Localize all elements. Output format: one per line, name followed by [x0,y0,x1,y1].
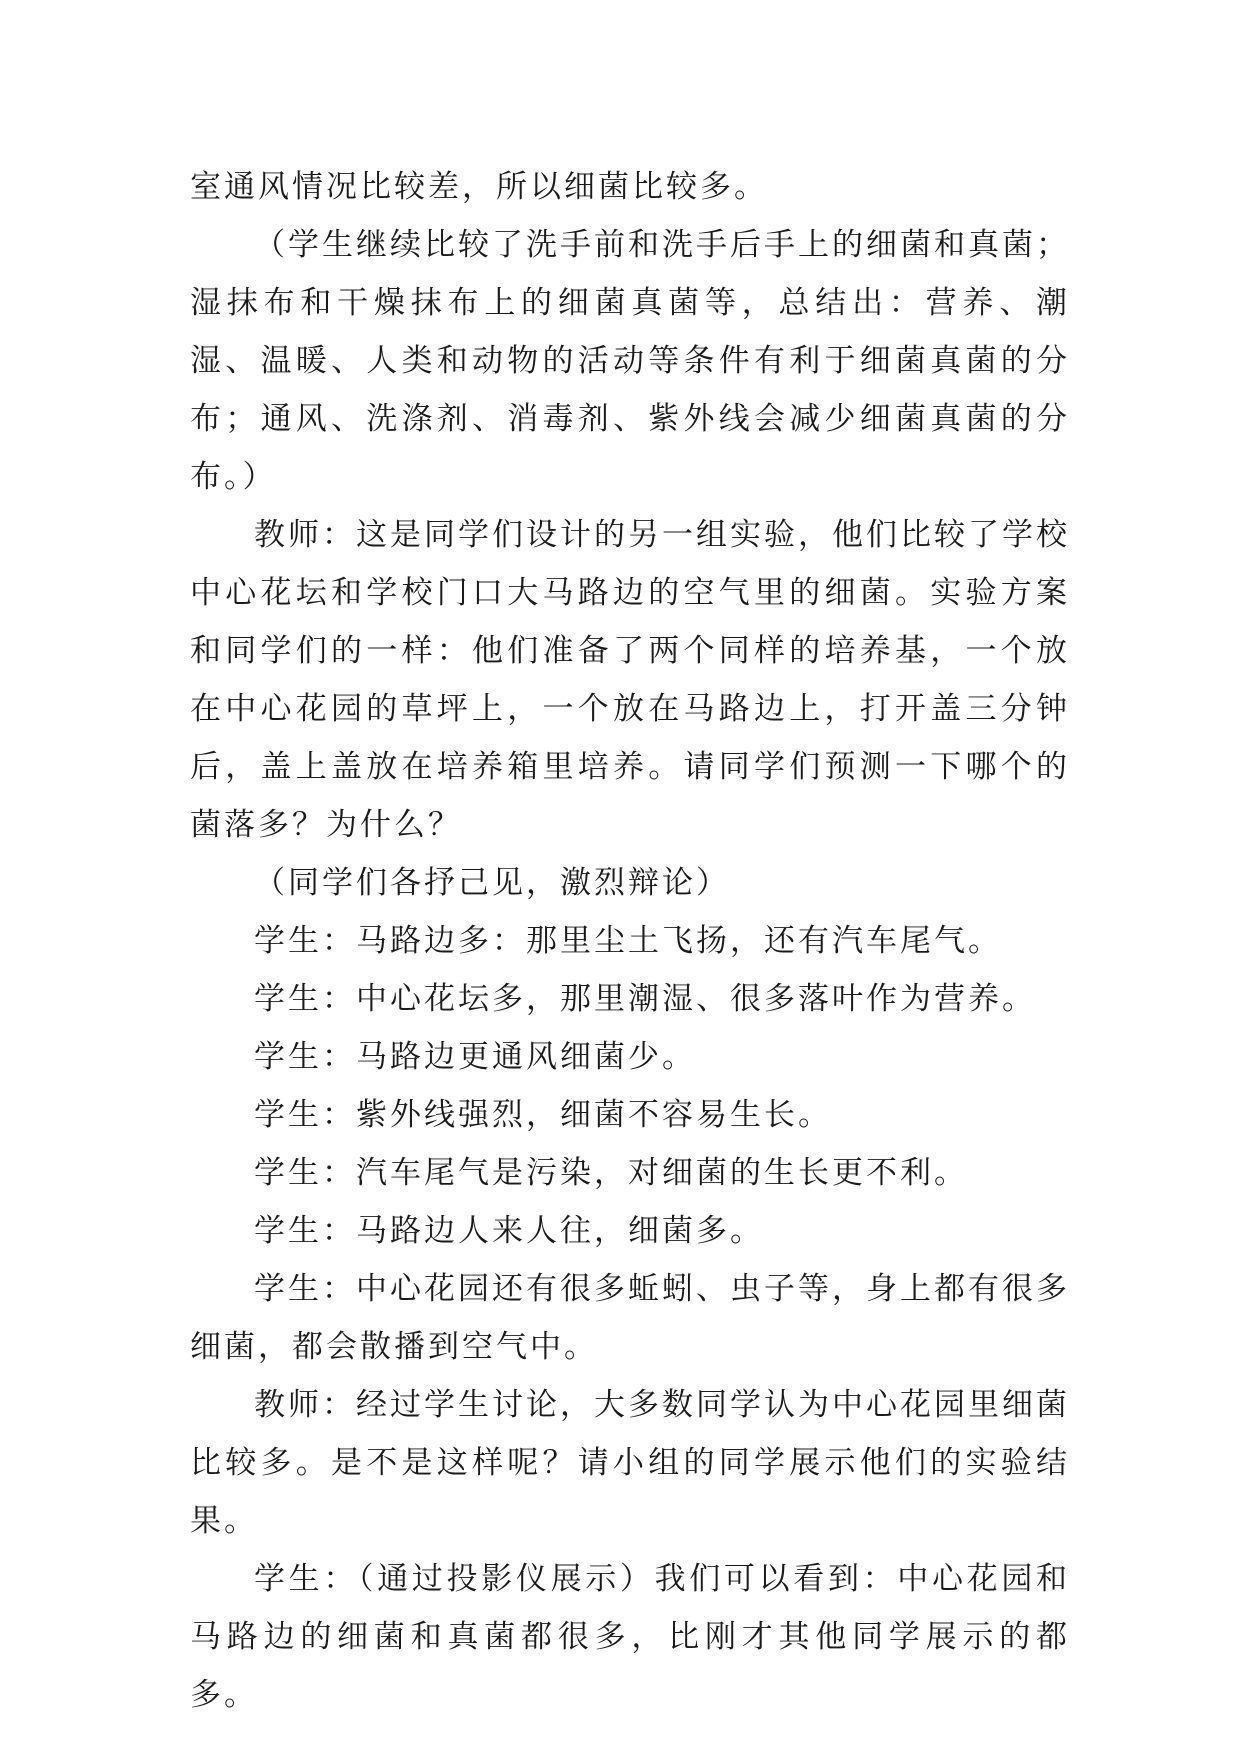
paragraph-10: 学生：马路边人来人往，细菌多。 [254,1213,764,1249]
paragraph-7: 学生：马路边更通风细菌少。 [254,1039,696,1075]
paragraph-4: （同学们各抒己见，激烈辩论） [254,865,730,901]
paragraph-2: （学生继续比较了洗手前和洗手后手上的细菌和真菌；湿抹布和干燥抹布上的细菌真菌等，总结出：营养、潮湿、温暖、人类和动物的活动等条件有利于细菌真菌的分布；通风、洗涤剂、消毒剂、紫外线会减少细菌真菌的分布。） [190,227,1070,495]
paragraph-1: 室通风情况比较差，所以细菌比较多。 [190,169,768,205]
paragraph-8: 学生：紫外线强烈，细菌不容易生长。 [254,1097,832,1133]
paragraph-9: 学生：汽车尾气是污染，对细菌的生长更不利。 [254,1155,968,1191]
paragraph-5: 学生：马路边多：那里尘土飞扬，还有汽车尾气。 [254,923,1002,959]
paragraph-3: 教师：这是同学们设计的另一组实验，他们比较了学校中心花坛和学校门口大马路边的空气里的细菌。实验方案和同学们的一样：他们准备了两个同样的培养基，一个放在中心花园的草坪上，一个放在马路边上，打开盖三分钟后，盖上盖放在培养箱里培养。请同学们预测一下哪个的菌落多？为什么？ [190,517,1070,843]
paragraph-12: 教师：经过学生讨论，大多数同学认为中心花园里细菌比较多。是不是这样呢？请小组的同学展示他们的实验结果。 [190,1387,1070,1539]
paragraph-6: 学生：中心花坛多，那里潮湿、很多落叶作为营养。 [254,981,1036,1017]
document-body [190,158,1070,1724]
paragraph-13: 学生：（通过投影仪展示）我们可以看到：中心花园和马路边的细菌和真菌都很多，比刚才其他同学展示的都多。 [190,1561,1070,1713]
paragraph-11: 学生：中心花园还有很多蚯蚓、虫子等，身上都有很多细菌，都会散播到空气中。 [190,1271,1070,1365]
